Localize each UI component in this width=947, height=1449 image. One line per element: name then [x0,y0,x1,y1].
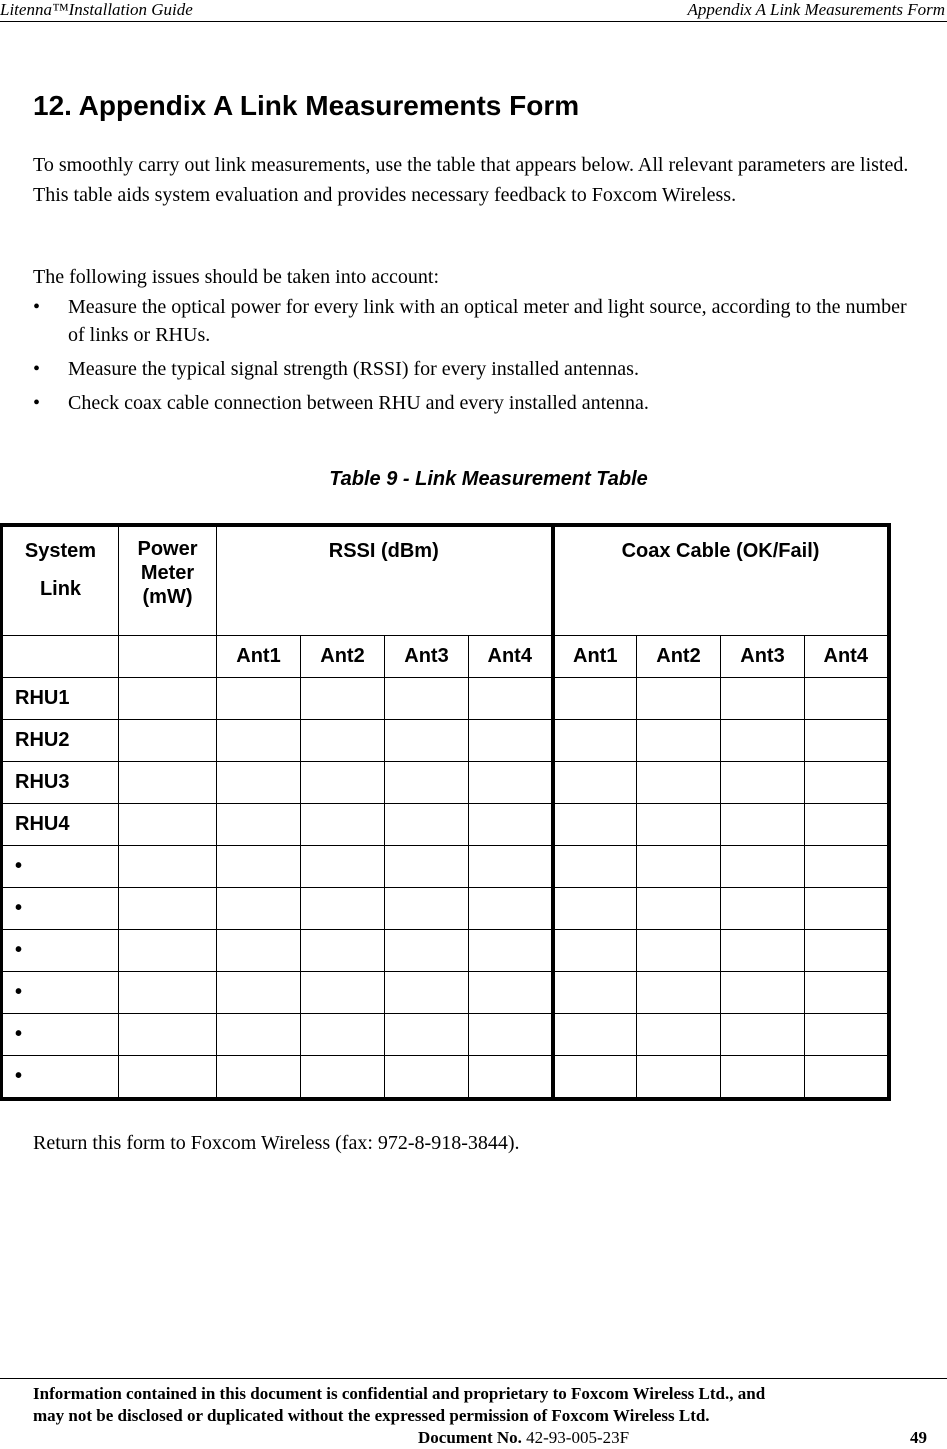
table-row [2,930,889,972]
table-cell [119,1056,217,1100]
bullet-icon: • [33,296,41,318]
footer-confidential-line-1: Information contained in this document is confidential and proprietary to Foxcom Wireless Ltd., and [33,1384,766,1403]
rssi-header: RSSI (dBm) [217,525,553,636]
table-cell [469,1056,553,1100]
table-cell [119,804,217,846]
table-cell [805,762,889,804]
table-row [2,846,889,888]
table-row [2,1056,889,1100]
table-row [2,1014,889,1056]
header-guide-title: Litenna™Installation Guide [0,0,193,19]
table-caption: Table 9 - Link Measurement Table [329,468,648,490]
table-cell [805,1014,889,1056]
table-cell [469,888,553,930]
table-row [2,720,889,762]
table-cell [469,1014,553,1056]
table-cell [301,930,385,972]
table-cell [805,846,889,888]
table-cell [637,930,721,972]
table-cell [637,720,721,762]
table-cell [637,1056,721,1100]
table-cell [637,846,721,888]
list-item [33,355,913,383]
system-link-header: System Link [2,525,119,636]
coax-cable-header: Coax Cable (OK/Fail) [553,525,889,636]
row-label: • [2,846,119,888]
footer-confidential-line-2: may not be disclosed or duplicated without the expressed permission of Foxcom Wireless Ltd. [33,1406,710,1425]
table-cell [553,972,637,1014]
table-cell [469,804,553,846]
table-cell [637,678,721,720]
table-cell [119,888,217,930]
page-number: 49 [910,1428,927,1447]
table-cell [721,1056,805,1100]
table-cell [805,720,889,762]
table-cell [805,1056,889,1100]
table-cell [217,804,301,846]
table-cell [385,930,469,972]
table-cell [301,678,385,720]
table-cell [469,720,553,762]
table-row [2,972,889,1014]
subheader-empty [119,636,217,678]
row-label: RHU2 [2,720,119,762]
table-cell [119,678,217,720]
table-cell [469,846,553,888]
table-cell [385,804,469,846]
table-cell [805,972,889,1014]
table-row [2,804,889,846]
table-cell [301,972,385,1014]
subheader-cell: Ant2 [301,636,385,678]
list-item [33,293,913,349]
table-cell [469,972,553,1014]
subheader-cell: Ant1 [217,636,301,678]
table-cell [301,720,385,762]
row-label: RHU4 [2,804,119,846]
table-cell [301,846,385,888]
table-cell [119,762,217,804]
list-item-text: Check coax cable connection between RHU and every installed antenna. [68,392,649,414]
table-cell [553,678,637,720]
list-item-text: Measure the typical signal strength (RSSI) for every installed antennas. [68,358,639,380]
table-cell [469,930,553,972]
table-cell [119,846,217,888]
table-cell [217,888,301,930]
table-cell [217,1014,301,1056]
table-cell [469,678,553,720]
table-cell [721,1014,805,1056]
table-header-row [2,525,889,636]
table-cell [721,930,805,972]
table-row [2,678,889,720]
page-footer [0,1378,947,1449]
table-cell [721,720,805,762]
table-cell [721,846,805,888]
header-section-title: Appendix A Link Measurements Form [687,0,945,19]
table-cell [637,804,721,846]
row-label: • [2,888,119,930]
table-cell [385,846,469,888]
footer-doc-line [0,1427,947,1449]
table-cell [805,678,889,720]
row-label: • [2,930,119,972]
table-cell [119,1014,217,1056]
subheader-cell: Ant1 [553,636,637,678]
table-cell [637,888,721,930]
page-header [0,0,947,22]
table-cell [385,762,469,804]
table-cell [301,888,385,930]
list-item-text: Measure the optical power for every link with an optical meter and light source, according to the number of links or RHUs. [68,296,907,346]
table-row [2,762,889,804]
page-title: 12. Appendix A Link Measurements Form [33,90,580,121]
table-cell [217,678,301,720]
bullet-icon: • [33,358,41,380]
table-cell [637,762,721,804]
power-meter-header: Power Meter (mW) [119,525,217,636]
table-cell [301,804,385,846]
table-cell [553,720,637,762]
issues-list [33,293,913,423]
row-label: RHU1 [2,678,119,720]
table-cell [385,1056,469,1100]
table-cell [553,762,637,804]
intro-paragraph: To smoothly carry out link measurements, use the table that appears below. All relevant parameters are listed. This table aids system evaluation and provides necessary feedback to Foxcom Wireless. [33,154,909,206]
return-note: Return this form to Foxcom Wireless (fax: 972-8-918-3844). [33,1132,520,1154]
table-cell [385,888,469,930]
link-measurement-table [0,523,891,1101]
document-number: Document No. 42-93-005-23F [418,1428,630,1447]
table-cell [805,930,889,972]
table-cell [217,762,301,804]
bullet-icon: • [33,392,41,414]
table-cell [805,804,889,846]
table-cell [553,1056,637,1100]
table-cell [637,972,721,1014]
row-label: RHU3 [2,762,119,804]
table-cell [553,804,637,846]
table-cell [217,720,301,762]
table-row [2,888,889,930]
table-cell [553,1014,637,1056]
table-cell [553,846,637,888]
table-cell [721,972,805,1014]
table-cell [385,1014,469,1056]
table-cell [721,888,805,930]
table-cell [301,1014,385,1056]
table-body [2,678,889,1100]
subheader-cell: Ant3 [721,636,805,678]
table-cell [721,804,805,846]
list-item [33,389,913,417]
subheader-cell: Ant3 [385,636,469,678]
table-cell [721,678,805,720]
subheader-empty [2,636,119,678]
table-cell [119,972,217,1014]
table-cell [385,720,469,762]
table-cell [805,888,889,930]
table-cell [217,1056,301,1100]
table-cell [553,888,637,930]
table-cell [217,972,301,1014]
row-label: • [2,972,119,1014]
table-cell [553,930,637,972]
table-cell [469,762,553,804]
row-label: • [2,1014,119,1056]
table-cell [119,930,217,972]
table-subheader-row [2,636,889,678]
table-cell [721,762,805,804]
row-label: • [2,1056,119,1100]
table-cell [301,1056,385,1100]
table-cell [217,930,301,972]
subheader-cell: Ant2 [637,636,721,678]
issues-intro: The following issues should be taken into account: [33,266,440,288]
table-cell [119,720,217,762]
subheader-cell: Ant4 [805,636,889,678]
subheader-cell: Ant4 [469,636,553,678]
table-cell [217,846,301,888]
table-cell [637,1014,721,1056]
table-cell [385,972,469,1014]
table-cell [301,762,385,804]
table-cell [385,678,469,720]
